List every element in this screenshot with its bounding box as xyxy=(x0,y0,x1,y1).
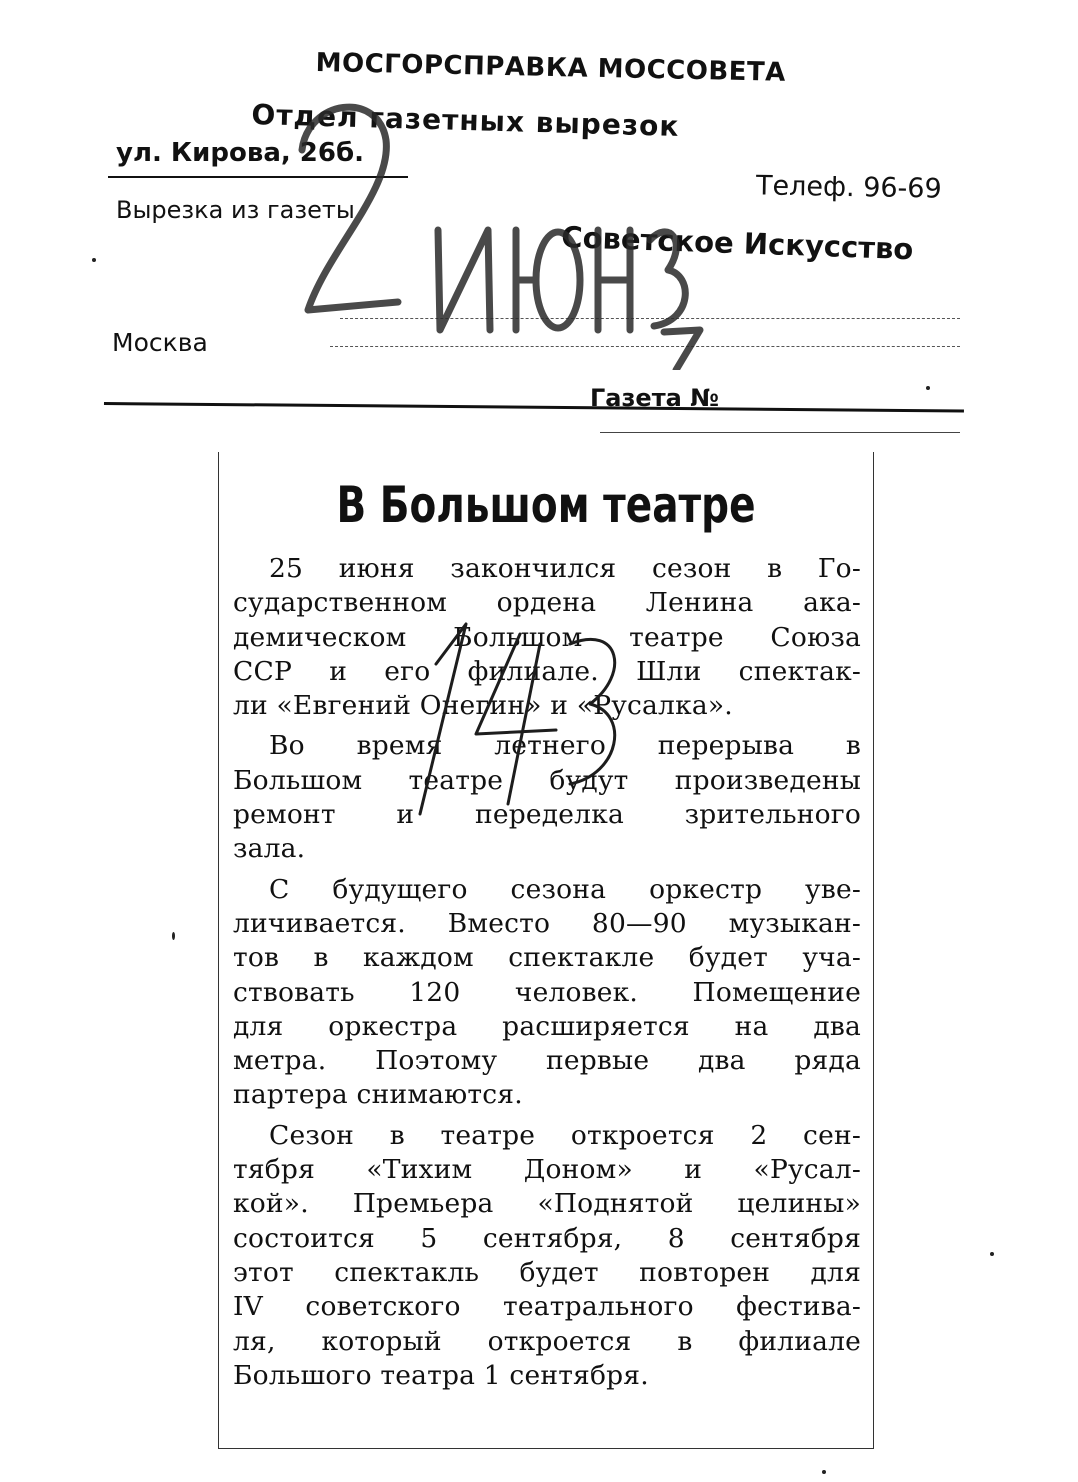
article-line: сударственном ордена Ленина ака- xyxy=(233,587,861,619)
article-line: IV советского театрального фестива- xyxy=(233,1291,861,1323)
article-line: тов в каждом спектакле будет уча- xyxy=(233,942,861,974)
bureau-name: МОСГОРСПРАВКА МОССОВЕТА xyxy=(315,48,787,88)
article-line: кой». Премьера «Поднятой целины» xyxy=(233,1188,861,1220)
article-line: 25 июня закончился сезон в Го- xyxy=(269,553,861,584)
article-line: Сезон в театре откроется 2 сен- xyxy=(269,1119,861,1151)
department-name: Отдел газетных вырезок xyxy=(251,98,680,143)
article-line: тября «Тихим Доном» и «Русал- xyxy=(233,1154,861,1186)
issue-label: Газета № xyxy=(590,384,720,412)
article-line: ремонт и переделка зрительного xyxy=(233,799,861,831)
header-bottom-rule xyxy=(104,402,964,413)
article-line: Большом театре будут произведены xyxy=(233,764,861,796)
article-line: ССР и его филиале. Шли спектак- xyxy=(233,655,861,687)
article-line: этот спектакль будет повторен для xyxy=(233,1256,861,1288)
article-line: для оркестра расширяется на два xyxy=(233,1010,861,1042)
paper-speck xyxy=(822,1470,826,1474)
article-paragraph xyxy=(233,873,861,1113)
article-line: зала. xyxy=(233,833,306,865)
article-line: ствовать 120 человек. Помещение xyxy=(233,976,861,1008)
article-line: ли «Евгений Онегин» и «Русалка». xyxy=(233,690,733,722)
article-paragraph xyxy=(233,1119,861,1393)
paper-speck xyxy=(92,258,96,262)
article-line: ля, который откроется в филиале xyxy=(233,1325,861,1357)
article-line: состоится 5 сентября, 8 сентября xyxy=(233,1222,861,1254)
paper-speck xyxy=(926,386,930,390)
paper-speck xyxy=(990,1252,994,1256)
article-clipping xyxy=(218,452,874,1449)
article-line: демическом Большом театре Союза xyxy=(233,621,861,653)
bureau-address: ул. Кирова, 26б. xyxy=(116,138,365,168)
cutting-from-label: Вырезка из газеты xyxy=(116,196,355,224)
handwritten-folio-number xyxy=(380,604,640,834)
paper-speck xyxy=(172,932,175,940)
handwritten-date-stamp xyxy=(268,80,708,370)
article-title: В Большом театре xyxy=(336,476,756,534)
article-line: партера снимаются. xyxy=(233,1079,523,1111)
article-line: Большого театра 1 сентября. xyxy=(233,1359,649,1391)
newspaper-name: Советское Искусство xyxy=(560,220,914,267)
article-line: личивается. Вместо 80—90 музыкан- xyxy=(233,907,861,939)
article-line: С будущего сезона оркестр уве- xyxy=(269,873,861,905)
city-label: Москва xyxy=(112,328,208,357)
bureau-phone: Телеф. 96-69 xyxy=(755,170,942,205)
article-line: метра. Поэтому первые два ряда xyxy=(233,1045,861,1077)
article-line: Во время летнего перерыва в xyxy=(269,730,861,762)
header-divider xyxy=(600,432,960,433)
